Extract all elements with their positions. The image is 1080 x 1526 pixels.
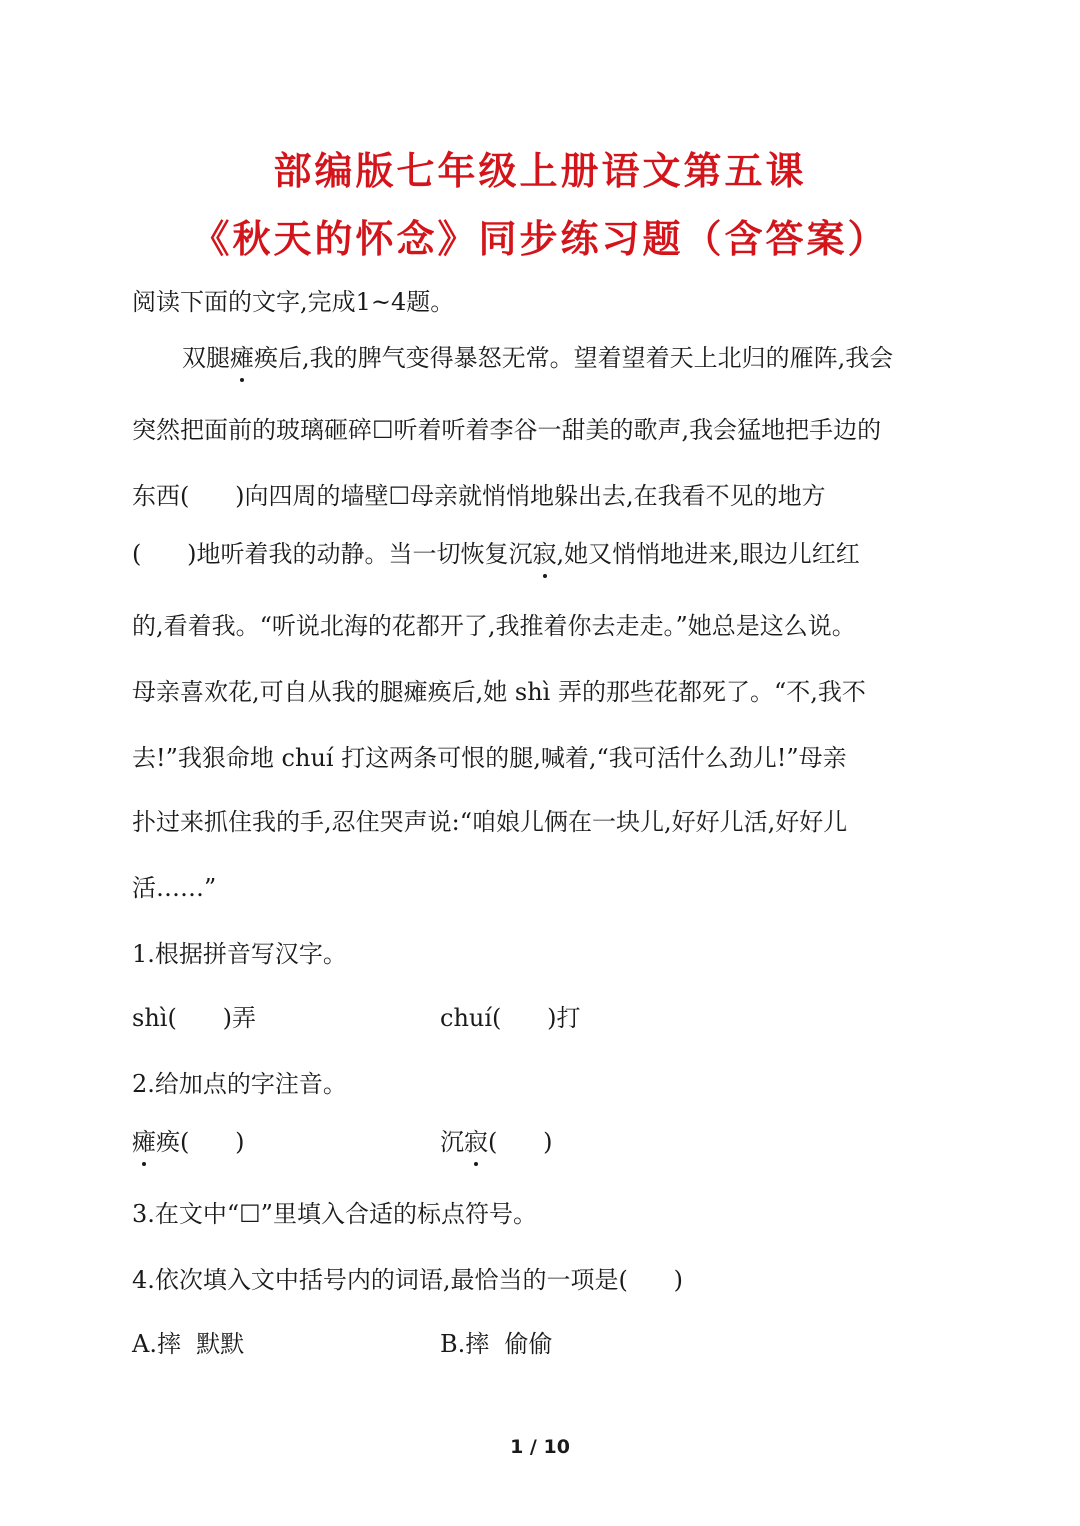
intro-instruction: 阅读下面的文字,完成1~4题。 xyxy=(132,288,455,316)
question-1: 1.根据拼音写汉字。 xyxy=(132,940,347,968)
question-1-option-b: chuí( )打 xyxy=(440,1004,581,1032)
question-text: 痪( ) xyxy=(156,1128,245,1156)
passage-text: 痪后,我的脾气变得暴怒无常。望着望着天上北归的雁阵,我会 xyxy=(254,344,894,372)
dotted-char: 寂 xyxy=(532,540,557,568)
question-4: 4.依次填入文中括号内的词语,最恰当的一项是( ) xyxy=(132,1266,684,1294)
passage-text: ,她又悄悄地进来,眼边儿红红 xyxy=(556,540,860,568)
question-text: ( ) xyxy=(488,1128,553,1156)
passage-line: 突然把面前的玻璃砸碎☐听着听着李谷一甜美的歌声,我会猛地把手边的 xyxy=(132,416,882,444)
passage-line: 母亲喜欢花,可自从我的腿瘫痪后,她 shì 弄的那些花都死了。“不,我不 xyxy=(132,678,866,706)
question-2-item-a xyxy=(132,1122,245,1157)
question-2: 2.给加点的字注音。 xyxy=(132,1070,347,1098)
title-line-1: 部编版七年级上册语文第五课 xyxy=(273,148,807,193)
passage-line: 去!”我狠命地 chuí 打这两条可恨的腿,喊着,“我可活什么劲儿!”母亲 xyxy=(132,744,847,772)
question-text: 沉 xyxy=(440,1128,464,1156)
page-number: 1 / 10 xyxy=(510,1436,570,1458)
dotted-char: 瘫 xyxy=(230,344,254,372)
passage-text: 双腿 xyxy=(182,344,230,372)
title-line-2: 《秋天的怀念》同步练习题（含答案） xyxy=(191,216,889,261)
passage-line xyxy=(182,338,893,373)
passage-line: 活……” xyxy=(132,874,217,902)
passage-line: 的,看着我。“听说北海的花都开了,我推着你去走走。”她总是这么说。 xyxy=(132,612,856,640)
passage-line: 扑过来抓住我的手,忍住哭声说:“咱娘儿俩在一块儿,好好儿活,好好儿 xyxy=(132,808,848,836)
passage-line xyxy=(132,534,860,569)
question-1-option-a: shì( )弄 xyxy=(132,1004,256,1032)
question-4-option-a: A.摔 默默 xyxy=(132,1330,245,1358)
question-3: 3.在文中“☐”里填入合适的标点符号。 xyxy=(132,1200,537,1228)
question-4-option-b: B.摔 偷偷 xyxy=(440,1330,553,1358)
dotted-char: 瘫 xyxy=(132,1128,156,1156)
passage-text: ( )地听着我的动静。当一切恢复沉 xyxy=(132,540,533,568)
dotted-char: 寂 xyxy=(464,1128,488,1156)
question-2-item-b xyxy=(440,1122,553,1157)
passage-line: 东西( )向四周的墙壁☐母亲就悄悄地躲出去,在我看不见的地方 xyxy=(132,482,826,510)
